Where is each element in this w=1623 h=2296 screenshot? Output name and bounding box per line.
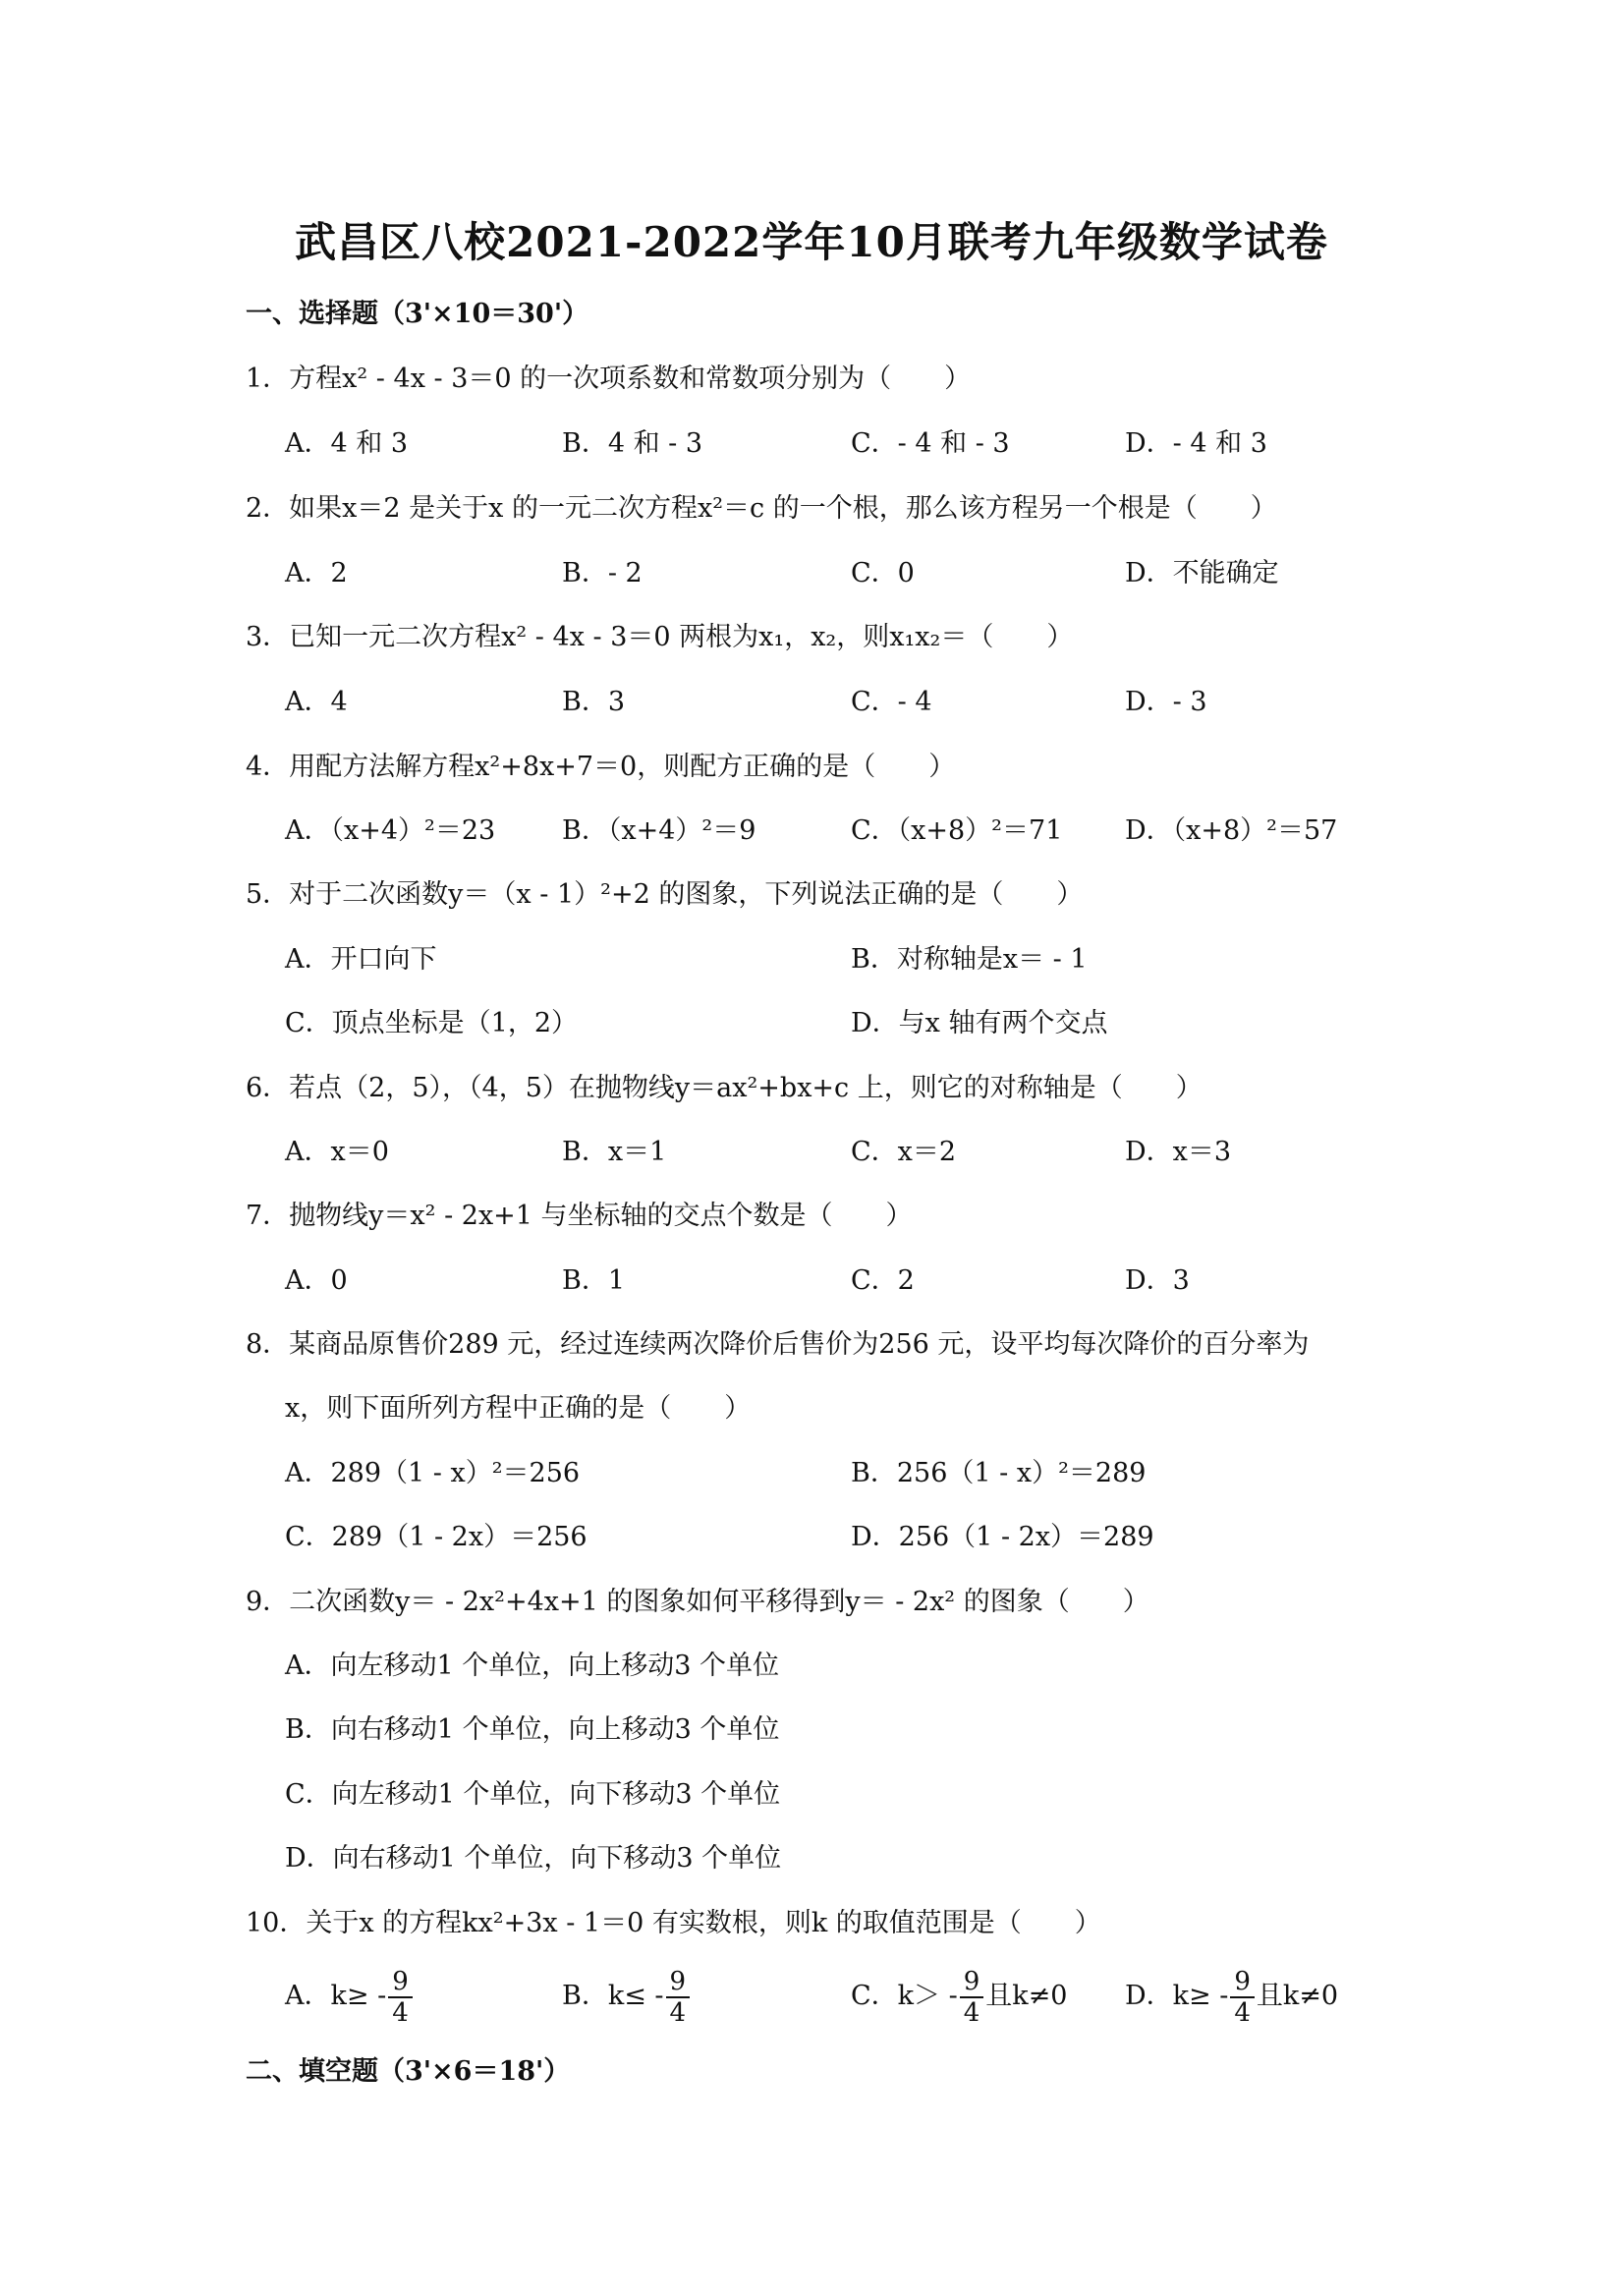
question-7-option-b: B．1 — [562, 1265, 626, 1296]
question-3-option-d: D．- 3 — [1125, 687, 1207, 717]
fraction-denominator: 4 — [669, 1997, 687, 2028]
question-5-option-c: C．顶点坐标是（1，2） — [285, 1008, 579, 1038]
question-1-option-a: A．4 和 3 — [285, 428, 409, 459]
question-7-option-a: A．0 — [285, 1265, 348, 1296]
fraction-nine-fourths — [960, 1967, 984, 2028]
question-4-stem: 4．用配方法解方程x²+8x+7＝0，则配方正确的是（ ） — [246, 752, 956, 782]
question-7-stem: 7．抛物线y＝x² - 2x+1 与坐标轴的交点个数是（ ） — [246, 1201, 913, 1231]
question-4-option-b: B．（x+4）²＝9 — [562, 815, 756, 846]
question-4-option-c: C．（x+8）²＝71 — [851, 815, 1063, 846]
question-9-stem: 9．二次函数y＝ - 2x²+4x+1 的图象如何平移得到y＝ - 2x² 的图象（ ） — [246, 1587, 1149, 1617]
option-d-text: D．k≥ - — [1125, 1981, 1229, 2011]
question-6-stem: 6．若点（2，5），（4，5）在抛物线y＝ax²+bx+c 上，则它的对称轴是（ ） — [246, 1073, 1203, 1103]
question-8-stem: 8．某商品原售价289 元，经过连续两次降价后售价为256 元，设平均每次降价的百分率为 — [246, 1329, 1310, 1360]
fraction-nine-fourths — [1230, 1967, 1255, 2028]
question-3-option-b: B．3 — [562, 687, 626, 717]
question-9-option-b: B．向右移动1 个单位，向上移动3 个单位 — [285, 1714, 780, 1745]
question-3-option-c: C．- 4 — [851, 687, 932, 717]
fraction-denominator: 4 — [392, 1997, 409, 2028]
question-5-stem: 5．对于二次函数y＝（x - 1）²+2 的图象，下列说法正确的是（ ） — [246, 879, 1084, 910]
question-10-option-a — [285, 1965, 415, 2028]
question-9-option-a: A．向左移动1 个单位，向上移动3 个单位 — [285, 1651, 780, 1681]
fraction-numerator: 9 — [960, 1967, 984, 1998]
question-7-option-d: D．3 — [1125, 1265, 1190, 1296]
question-5-option-a: A．开口向下 — [285, 944, 437, 975]
question-2-option-d: D．不能确定 — [1125, 558, 1279, 588]
fraction-nine-fourths — [388, 1967, 413, 2028]
section-heading-choice: 一、选择题（3'×10＝30'） — [246, 299, 589, 329]
question-2-stem: 2．如果x＝2 是关于x 的一元二次方程x²＝c 的一个根，那么该方程另一个根是（ ） — [246, 493, 1277, 524]
question-8-option-b: B．256（1 - x）²＝289 — [851, 1458, 1147, 1488]
question-1-option-b: B．4 和 - 3 — [562, 428, 703, 459]
question-1-stem: 1．方程x² - 4x - 3＝0 的一次项系数和常数项分别为（ ） — [246, 364, 972, 394]
question-4-option-a: A．（x+4）²＝23 — [285, 815, 496, 846]
question-1-option-c: C．- 4 和 - 3 — [851, 428, 1010, 459]
question-8-option-c: C．289（1 - 2x）＝256 — [285, 1522, 588, 1552]
question-5-option-b: B．对称轴是x＝ - 1 — [851, 944, 1088, 975]
question-10-stem: 10．关于x 的方程kx²+3x - 1＝0 有实数根，则k 的取值范围是（ ） — [246, 1908, 1101, 1938]
option-d-condition: 且k≠0 — [1256, 1981, 1339, 2011]
question-6-option-b: B．x＝1 — [562, 1137, 667, 1167]
question-10-option-b — [562, 1965, 692, 2028]
question-4-option-d: D．（x+8）²＝57 — [1125, 815, 1338, 846]
question-9-option-d: D．向右移动1 个单位，向下移动3 个单位 — [285, 1843, 782, 1874]
question-10-option-c — [851, 1965, 1067, 2028]
question-5-option-d: D．与x 轴有两个交点 — [851, 1008, 1108, 1038]
section-heading-fill-in: 二、填空题（3'×6＝18'） — [246, 2056, 571, 2087]
question-2-option-c: C．0 — [851, 558, 915, 588]
question-1-option-d: D．- 4 和 3 — [1125, 428, 1267, 459]
option-b-text: B．k≤ - — [562, 1981, 664, 2011]
question-8-option-d: D．256（1 - 2x）＝289 — [851, 1522, 1154, 1552]
question-2-option-b: B．- 2 — [562, 558, 643, 588]
fraction-denominator: 4 — [963, 1997, 980, 2028]
question-10-option-d — [1125, 1965, 1338, 2028]
question-3-option-a: A．4 — [285, 687, 348, 717]
question-6-option-d: D．x＝3 — [1125, 1137, 1232, 1167]
option-a-text: A．k≥ - — [285, 1981, 387, 2011]
option-c-condition: 且k≠0 — [985, 1981, 1068, 2011]
option-c-text: C．k＞ - — [851, 1981, 958, 2011]
question-6-option-a: A．x＝0 — [285, 1137, 389, 1167]
fraction-numerator: 9 — [388, 1967, 413, 1998]
question-7-option-c: C．2 — [851, 1265, 915, 1296]
page-title: 武昌区八校2021-2022学年10月联考九年级数学试卷 — [295, 218, 1328, 266]
question-6-option-c: C．x＝2 — [851, 1137, 957, 1167]
fraction-numerator: 9 — [666, 1967, 691, 1998]
fraction-nine-fourths — [666, 1967, 691, 2028]
question-2-option-a: A．2 — [285, 558, 348, 588]
question-3-stem: 3．已知一元二次方程x² - 4x - 3＝0 两根为x₁，x₂，则x₁x₂＝（ ） — [246, 622, 1074, 652]
fraction-denominator: 4 — [1234, 1997, 1251, 2028]
question-9-option-c: C．向左移动1 个单位，向下移动3 个单位 — [285, 1779, 781, 1810]
question-8-stem-continued: x，则下面所列方程中正确的是（ ） — [285, 1393, 752, 1424]
fraction-numerator: 9 — [1230, 1967, 1255, 1998]
question-8-option-a: A．289（1 - x）²＝256 — [285, 1458, 581, 1488]
